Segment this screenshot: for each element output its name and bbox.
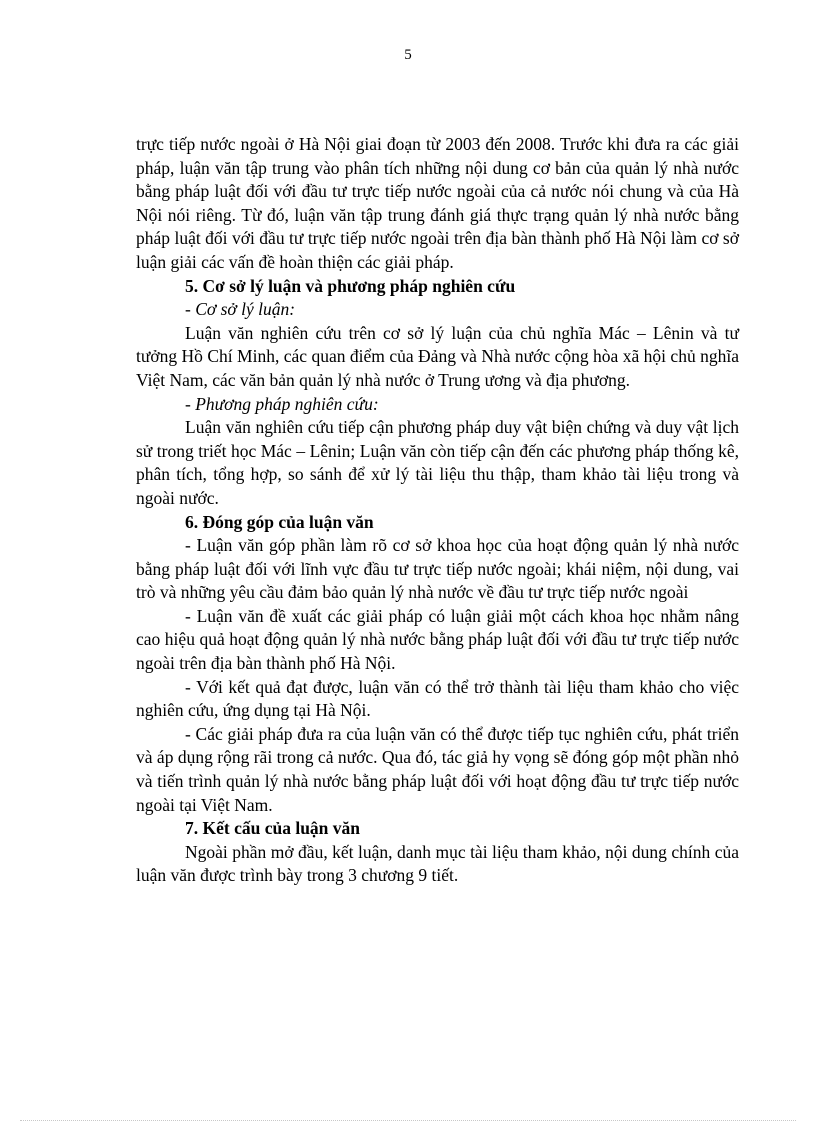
document-body	[136, 133, 739, 888]
paragraph-contribution-2: - Luận văn đề xuất các giải pháp có luận giải một cách khoa học nhằm nâng cao hiệu quả hoạt động quản lý nhà nước bằng pháp luật đối với đầu tư trực tiếp nước ngoài trên địa bàn thành phố Hà Nội.	[136, 605, 739, 674]
section-heading-6: 6. Đóng góp của luận văn	[185, 511, 374, 532]
paragraph-theoretical-basis: Luận văn nghiên cứu trên cơ sở lý luận của chủ nghĩa Mác – Lênin và tư tưởng Hồ Chí Minh, các quan điểm của Đảng và Nhà nước cộng hòa xã hội chủ nghĩa Việt Nam, các văn bản quản lý nhà nước ở Trung ương và địa phương.	[136, 322, 739, 390]
paragraph-contribution-1: - Luận văn góp phần làm rõ cơ sở khoa học của hoạt động quản lý nhà nước bằng pháp luật đối với lĩnh vực đầu tư trực tiếp nước ngoài; khái niệm, nội dung, vai trò và những yêu cầu đảm bảo quản lý nhà nước về đầu tư trực tiếp nước ngoài	[136, 535, 739, 603]
paragraph-structure: Ngoài phần mở đầu, kết luận, danh mục tài liệu tham khảo, nội dung chính của luận văn được trình bày trong 3 chương 9 tiết.	[136, 841, 739, 886]
page-bottom-divider	[20, 1120, 796, 1121]
section-heading-7: 7. Kết cấu của luận văn	[185, 818, 361, 839]
paragraph-intro-continued: trực tiếp nước ngoài ở Hà Nội giai đoạn từ 2003 đến 2008. Trước khi đưa ra các giải pháp, luận văn tập trung vào phân tích những nội dung cơ bản của quản lý nhà nước bằng pháp luật đối với đầu tư trực tiếp nước ngoài của cả nước nói chung và của Hà Nội nói riêng. Từ đó, luận văn tập trung đánh giá thực trạng quản lý nhà nước bằng pháp luật đối với đầu tư trực tiếp nước ngoài trên địa bàn thành phố Hà Nội làm cơ sở luận giải các vấn đề hoàn thiện các giải pháp.	[136, 134, 739, 272]
paragraph-research-method: Luận văn nghiên cứu tiếp cận phương pháp duy vật biện chứng và duy vật lịch sử trong triết học Mác – Lênin; Luận văn còn tiếp cận đến các phương pháp thống kê, phân tích, tổng hợp, so sánh để xử lý tài liệu thu thập, tham khảo tài liệu trong và ngoài nước.	[136, 417, 739, 508]
subheading-research-method: - Phương pháp nghiên cứu:	[185, 393, 379, 414]
subheading-theoretical-basis: - Cơ sở lý luận:	[185, 299, 296, 320]
paragraph-contribution-3: - Với kết quả đạt được, luận văn có thể trở thành tài liệu tham khảo cho việc nghiên cứu, ứng dụng tại Hà Nội.	[136, 676, 739, 721]
paragraph-contribution-4: - Các giải pháp đưa ra của luận văn có thể được tiếp tục nghiên cứu, phát triển và áp dụng rộng rãi trong cả nước. Qua đó, tác giả hy vọng sẽ đóng góp một phần nhỏ và tiến trình quản lý nhà nước bằng pháp luật đối với hoạt động đầu tư trực tiếp nước ngoài tại Việt Nam.	[136, 723, 739, 815]
page-number: 5	[404, 47, 412, 63]
section-heading-5: 5. Cơ sở lý luận và phương pháp nghiên cứu	[185, 275, 516, 296]
